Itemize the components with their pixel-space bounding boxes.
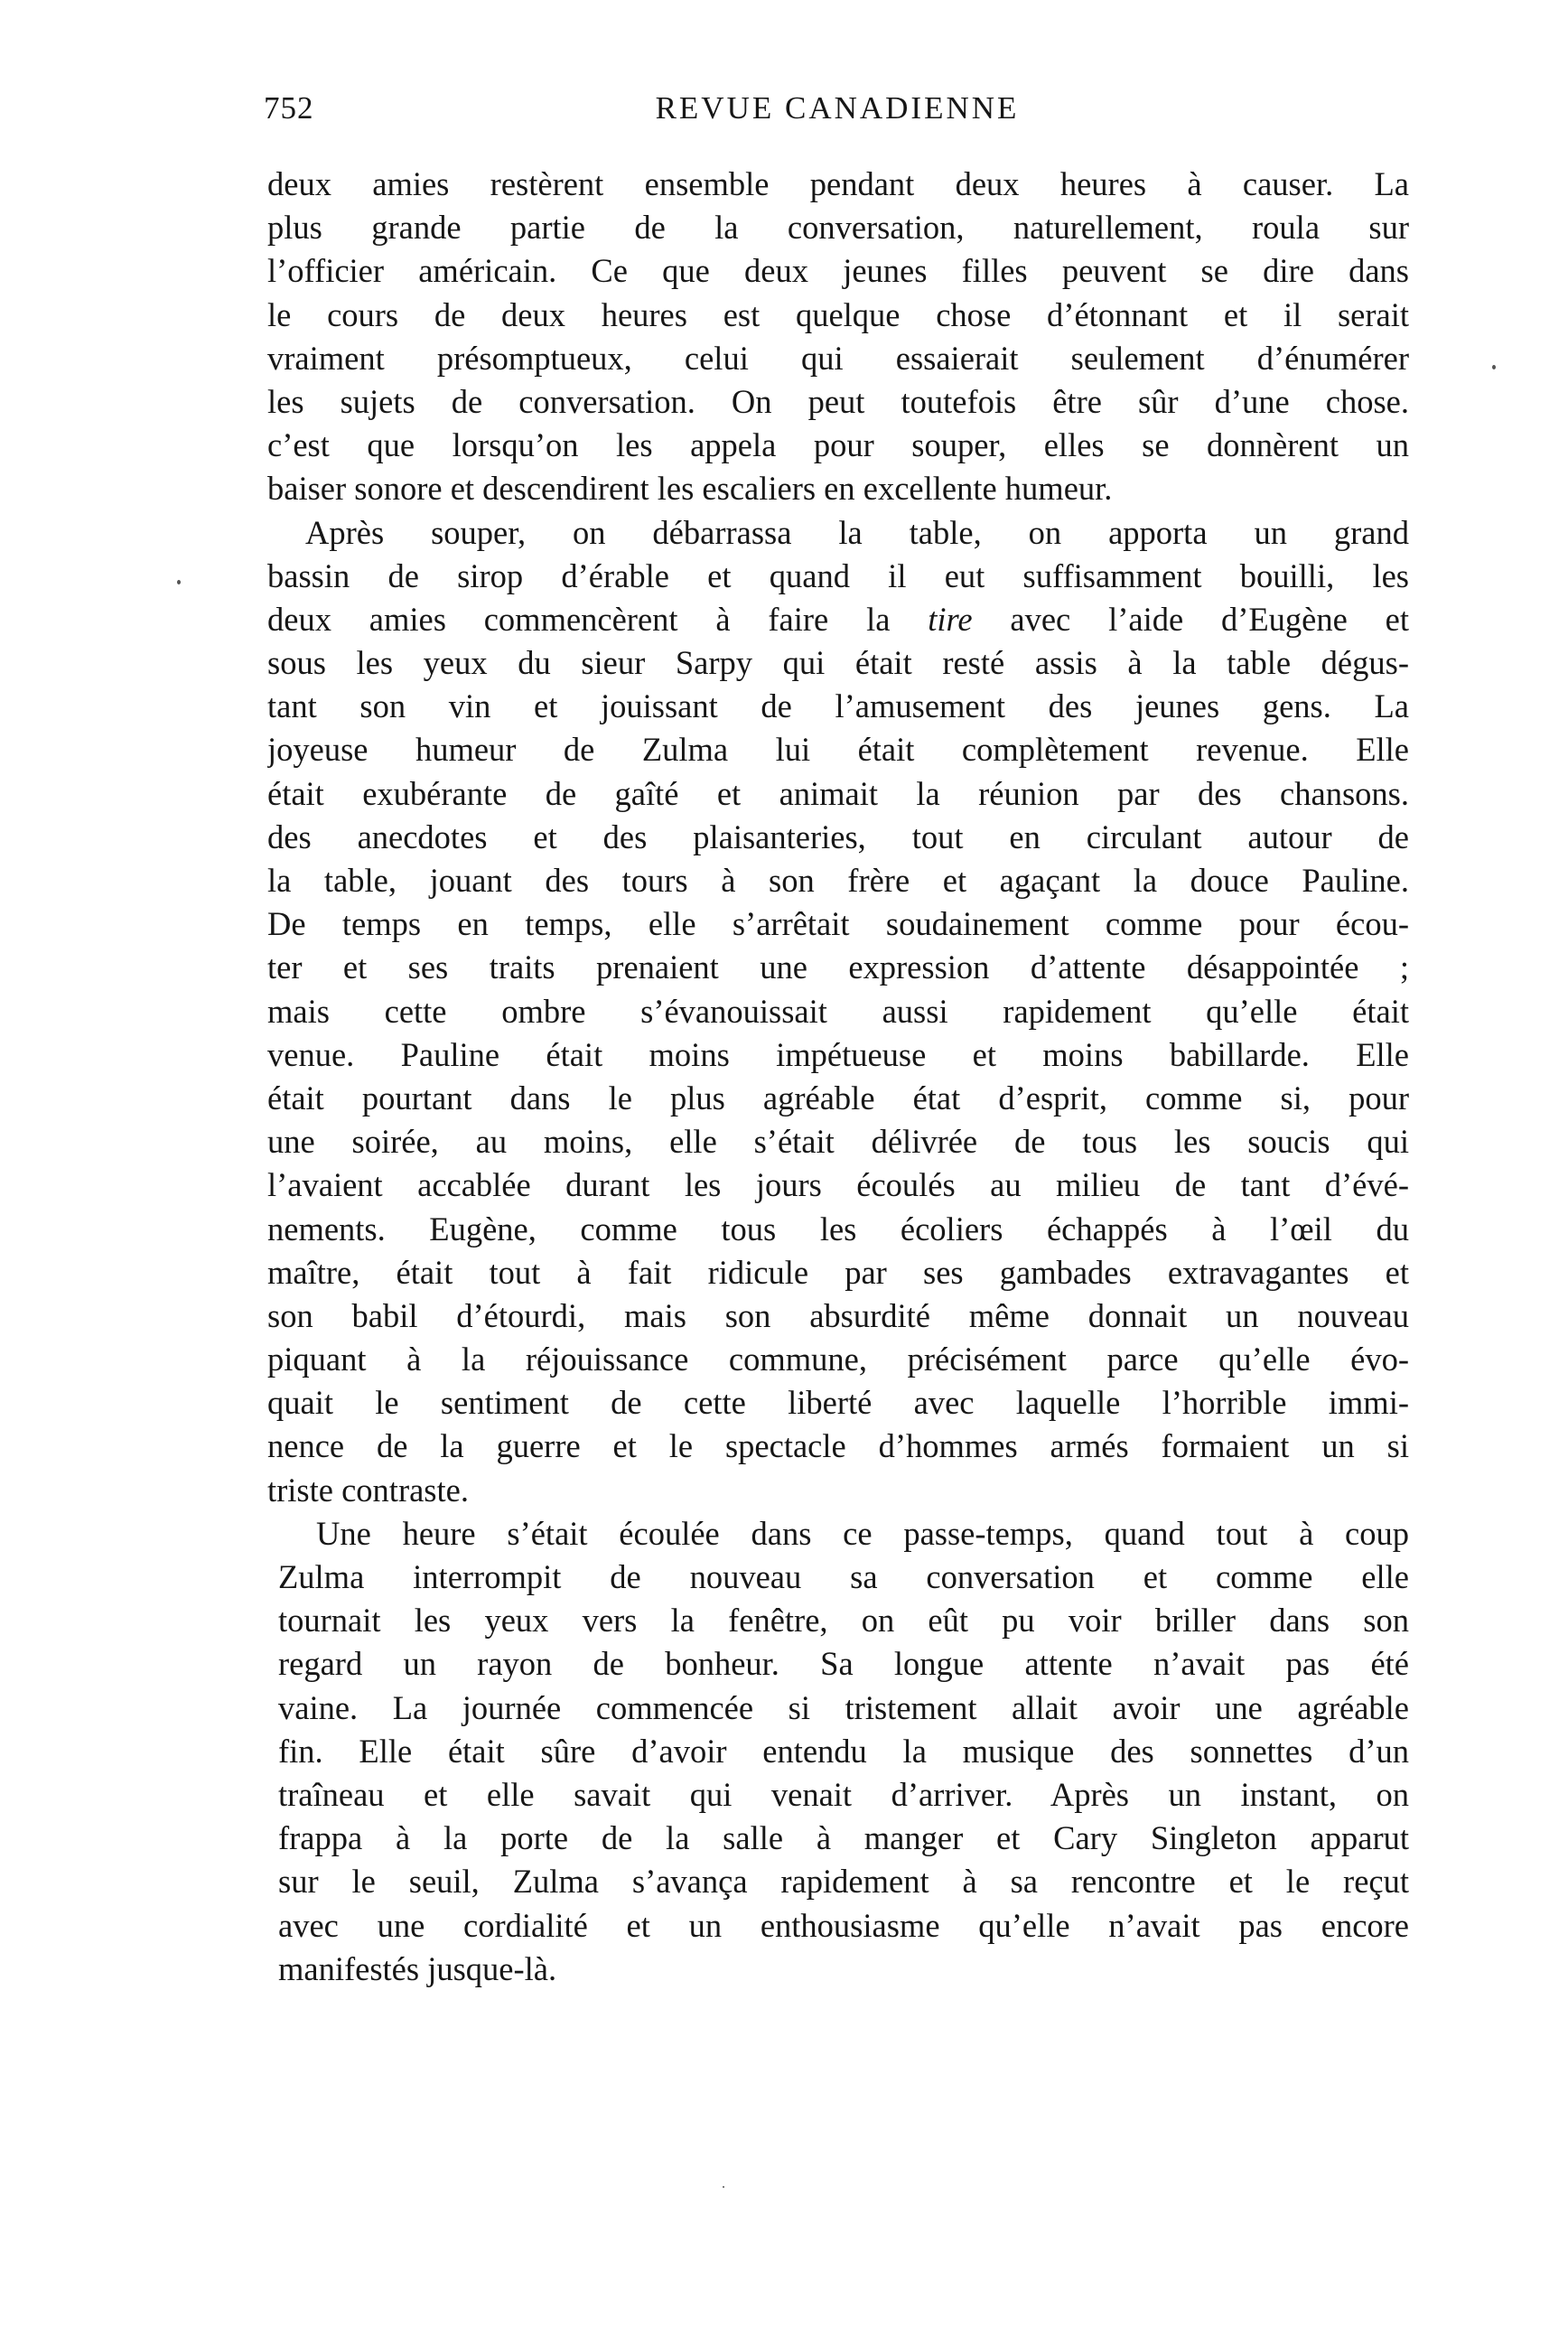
- text-line: les sujets de conversation. On peut toutefois être sûr d’une chose.: [267, 382, 1409, 420]
- text-line: la table, jouant des tours à son frère et agaçant la douce Pauline.: [267, 862, 1409, 899]
- text-line: Zulma interrompit de nouveau sa conversation et comme elle: [278, 1558, 1409, 1595]
- text-line: piquant à la réjouissance commune, précisément parce qu’elle évo-: [267, 1341, 1409, 1378]
- text-line: deux amies restèrent ensemble pendant deux heures à causer. La: [267, 165, 1409, 202]
- page-header: [264, 90, 1411, 135]
- text-line: était exubérante de gaîté et animait la réunion par des chansons.: [267, 774, 1409, 812]
- page-number: 752: [264, 90, 314, 126]
- text-line: manifestés jusque-là.: [278, 1949, 557, 1987]
- text-line: sur le seuil, Zulma s’avança rapidement à sa rencontre et le reçut: [278, 1863, 1409, 1901]
- paragraph-3: [278, 1512, 1409, 1991]
- text-line: avec une cordialité et un enthousiasme qu’elle n’avait pas encore: [278, 1906, 1409, 1944]
- text-line: Une heure s’était écoulée dans ce passe-temps, quand tout à coup: [316, 1514, 1409, 1552]
- text-line: le cours de deux heures est quelque chose d’étonnant et il serait: [267, 295, 1409, 333]
- text-line: mais cette ombre s’évanouissait aussi rapidement qu’elle était: [267, 992, 1409, 1030]
- scan-speck: [1492, 365, 1496, 369]
- text-line: De temps en temps, elle s’arrêtait soudainement comme pour écou-: [267, 905, 1409, 943]
- text-line: vaine. La journée commencée si tristement allait avoir une agréable: [278, 1688, 1409, 1726]
- text-line: son babil d’étourdi, mais son absurdité même donnait un nouveau: [267, 1296, 1409, 1334]
- text-line: nence de la guerre et le spectacle d’hommes armés formaient un si: [267, 1427, 1409, 1465]
- text-line: bassin de sirop d’érable et quand il eut suffisamment bouilli, les: [267, 556, 1409, 594]
- text-line-with-italic: [267, 598, 1409, 641]
- scan-speck: [723, 2186, 724, 2188]
- text-line: quait le sentiment de cette liberté avec laquelle l’horrible immi-: [267, 1384, 1409, 1422]
- text-line: regard un rayon de bonheur. Sa longue attente n’avait pas été: [278, 1645, 1409, 1683]
- text-line: triste contraste.: [267, 1471, 469, 1509]
- body-text: [267, 163, 1409, 1991]
- text-line: plus grande partie de la conversation, naturellement, roula sur: [267, 209, 1409, 247]
- text-line: tant son vin et jouissant de l’amusement des jeunes gens. La: [267, 687, 1409, 725]
- paragraph-2: [267, 511, 1409, 1512]
- text-line: l’avaient accablée durant les jours écoulés au milieu de tant d’évé-: [267, 1166, 1409, 1204]
- text-line: baiser sonore et descendirent les escaliers en excellente humeur.: [267, 470, 1113, 508]
- text-line: sous les yeux du sieur Sarpy qui était resté assis à la table dégus-: [267, 644, 1409, 682]
- text-line: l’officier américain. Ce que deux jeunes filles peuvent se dire dans: [267, 252, 1409, 290]
- text-line: des anecdotes et des plaisanteries, tout en circulant autour de: [267, 818, 1409, 855]
- text-line: frappa à la porte de la salle à manger et Cary Singleton apparut: [278, 1819, 1409, 1857]
- text-line: ter et ses traits prenaient une expression d’attente désappointée ;: [267, 948, 1409, 986]
- text-segment: deux amies commencèrent à faire la: [267, 600, 929, 638]
- text-line: venue. Pauline était moins impétueuse et moins babillarde. Elle: [267, 1035, 1409, 1073]
- text-line: traîneau et elle savait qui venait d’arriver. Après un instant, on: [278, 1775, 1409, 1813]
- text-line: nements. Eugène, comme tous les écoliers échappés à l’œil du: [267, 1210, 1409, 1247]
- text-line: une soirée, au moins, elle s’était délivrée de tous les soucis qui: [267, 1123, 1409, 1161]
- italic-word: tire: [928, 600, 973, 638]
- running-title: REVUE CANADIENNE: [655, 90, 1020, 126]
- text-segment: avec l’aide d’Eugène et: [972, 600, 1409, 638]
- text-line: fin. Elle était sûre d’avoir entendu la musique des sonnettes d’un: [278, 1732, 1409, 1770]
- text-line: vraiment présomptueux, celui qui essaierait seulement d’énumérer: [267, 339, 1409, 377]
- scan-speck: [177, 580, 181, 584]
- text-line: était pourtant dans le plus agréable état d’esprit, comme si, pour: [267, 1079, 1409, 1117]
- text-line: maître, était tout à fait ridicule par ses gambades extravagantes et: [267, 1253, 1409, 1291]
- text-line: c’est que lorsqu’on les appela pour souper, elles se donnèrent un: [267, 426, 1409, 464]
- text-line: joyeuse humeur de Zulma lui était complètement revenue. Elle: [267, 731, 1409, 769]
- text-line: Après souper, on débarrassa la table, on apporta un grand: [305, 513, 1409, 551]
- text-line: tournait les yeux vers la fenêtre, on eût pu voir briller dans son: [278, 1602, 1409, 1640]
- paragraph-1: [267, 163, 1409, 511]
